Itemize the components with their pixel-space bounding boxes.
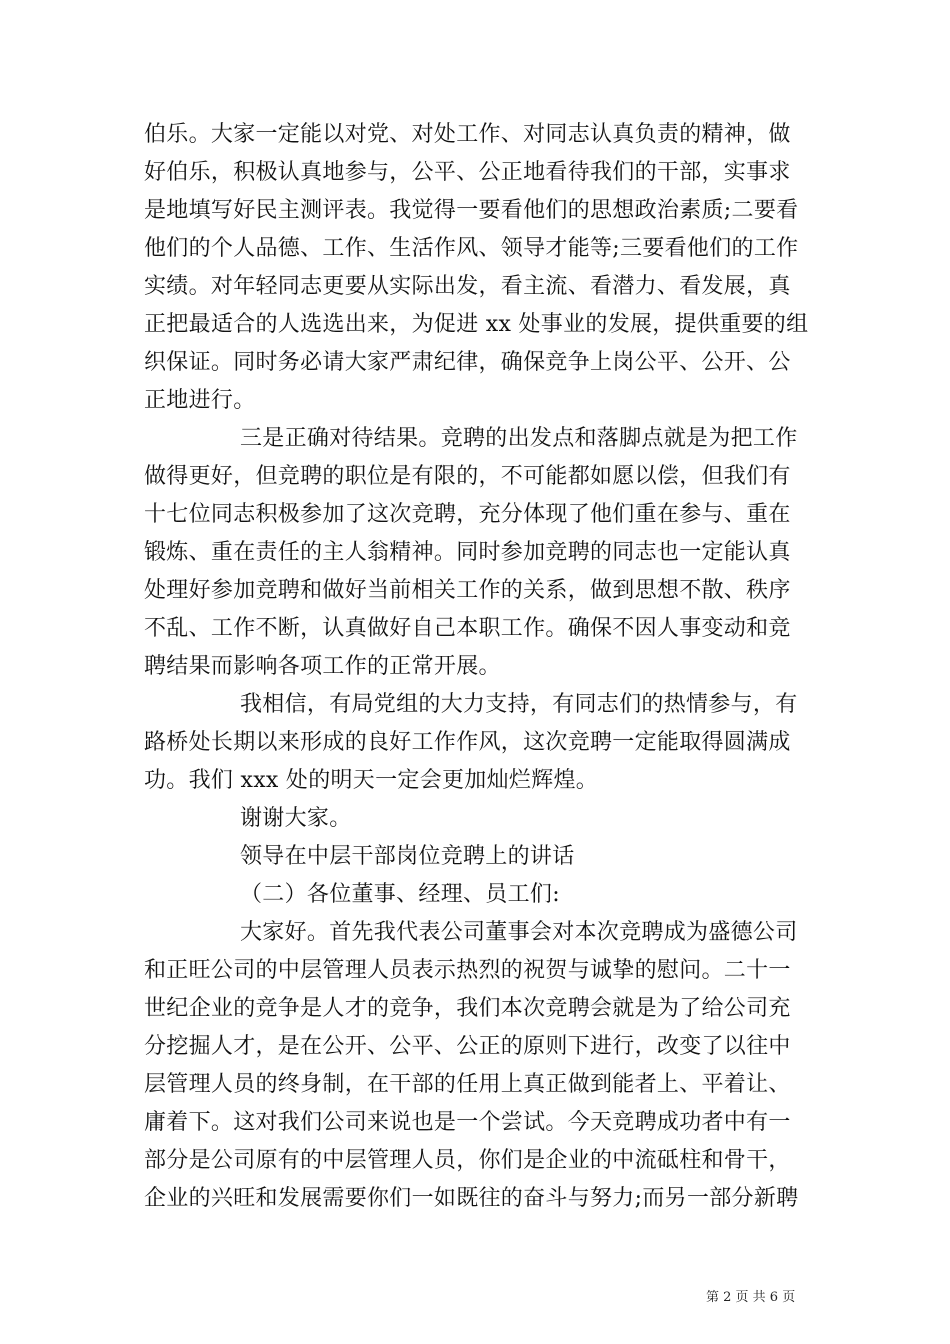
text-line: 实绩。对年轻同志更要从实际出发，看主流、看潜力、看发展，真 [144,274,791,299]
text-line: 领导在中层干部岗位竞聘上的讲话 [240,844,575,869]
text-line: 十七位同志积极参加了这次竞聘，充分体现了他们重在参与、重在 [144,502,791,527]
text-line: 伯乐。大家一定能以对党、对处工作、对同志认真负责的精神，做 [144,122,791,147]
text-line: 和正旺公司的中层管理人员表示热烈的祝贺与诚挚的慰问。二十一 [144,958,791,983]
text-line: 是地填写好民主测评表。我觉得一要看他们的思想政治素质;二要看 [144,198,799,223]
text-line: 不乱、工作不断，认真做好自己本职工作。确保不因人事变动和竞 [144,616,791,641]
text-line: 做得更好，但竞聘的职位是有限的，不可能都如愿以偿，但我们有 [144,464,791,489]
text-line: 企业的兴旺和发展需要你们一如既往的奋斗与努力;而另一部分新聘 [144,1186,799,1211]
text-line: 好伯乐，积极认真地参与，公平、公正地看待我们的干部，实事求 [144,160,791,185]
text-line: 谢谢大家。 [240,806,352,831]
text-line: 功。我们 xxx 处的明天一定会更加灿烂辉煌。 [144,768,599,793]
text-line: 我相信，有局党组的大力支持，有同志们的热情参与，有 [240,692,798,717]
text-line: 大家好。首先我代表公司董事会对本次竞聘成为盛德公司 [240,920,798,945]
text-line: 庸着下。这对我们公司来说也是一个尝试。今天竞聘成功者中有一 [144,1110,791,1135]
text-line: 路桥处长期以来形成的良好工作作风，这次竞聘一定能取得圆满成 [144,730,791,755]
text-line: 正把最适合的人选选出来，为促进 xx 处事业的发展，提供重要的组 [144,312,809,337]
text-line: 织保证。同时务必请大家严肃纪律，确保竞争上岗公平、公开、公 [144,350,791,375]
text-line: （二）各位董事、经理、员工们: [240,882,560,907]
text-line: 他们的个人品德、工作、生活作风、领导才能等;三要看他们的工作 [144,236,799,261]
text-line: 处理好参加竞聘和做好当前相关工作的关系，做到思想不散、秩序 [144,578,791,603]
text-line: 部分是公司原有的中层管理人员，你们是企业的中流砥柱和骨干， [144,1148,791,1173]
text-line: 三是正确对待结果。竞聘的出发点和落脚点就是为把工作 [240,426,798,451]
text-line: 正地进行。 [144,388,256,413]
text-line: 锻炼、重在责任的主人翁精神。同时参加竞聘的同志也一定能认真 [144,540,791,565]
text-line: 聘结果而影响各项工作的正常开展。 [144,654,501,679]
text-line: 世纪企业的竞争是人才的竞争，我们本次竞聘会就是为了给公司充 [144,996,791,1021]
page-number: 第 2 页 共 6 页 [706,1290,796,1305]
text-line: 层管理人员的终身制，在干部的任用上真正做到能者上、平着让、 [144,1072,791,1097]
text-line: 分挖掘人才，是在公开、公平、公正的原则下进行，改变了以往中 [144,1034,791,1059]
document-body [144,116,810,1218]
